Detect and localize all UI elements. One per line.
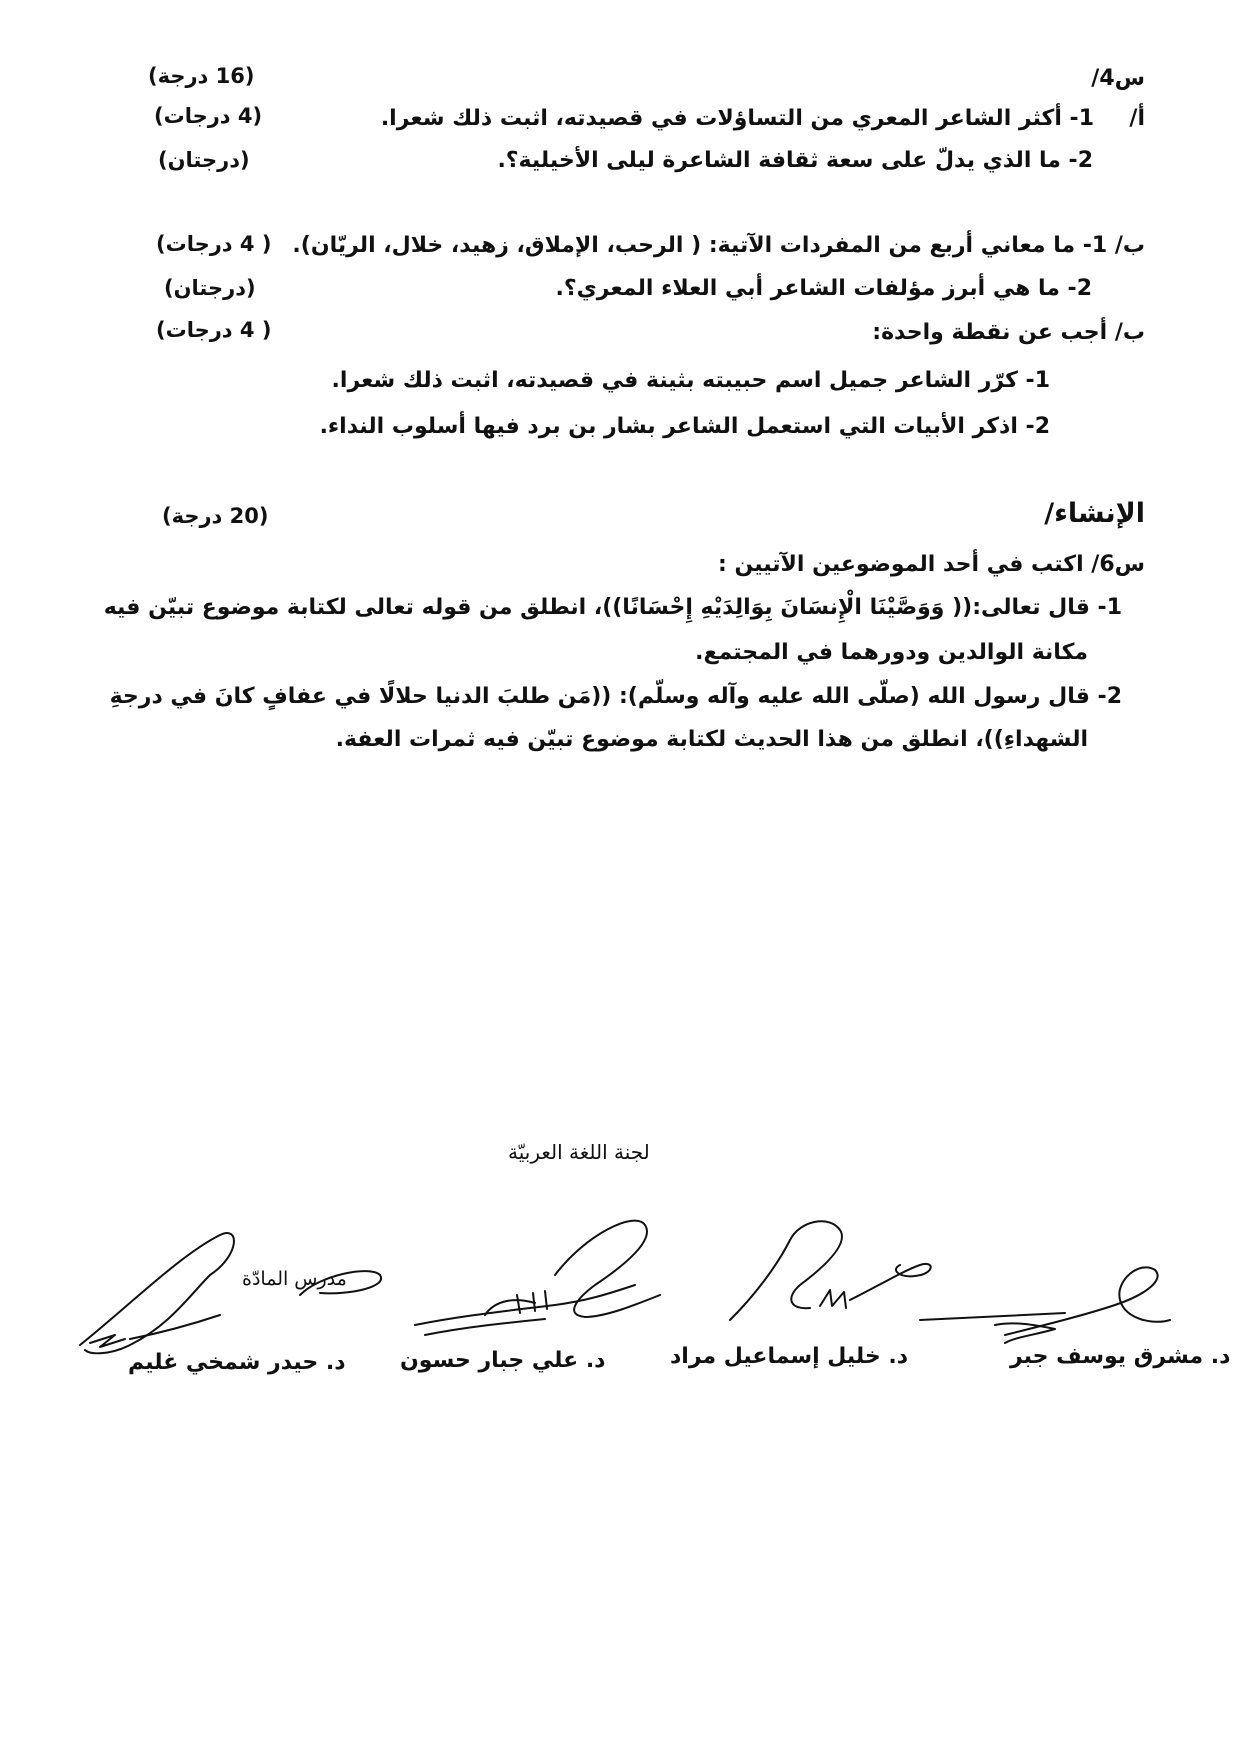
q4-c-item1: 1- كرّر الشاعر جميل اسم حبيبته بثينة في قصيدته، اثبت ذلك شعرا. — [331, 368, 1050, 393]
essay-topic1-line2: مكانة الوالدين ودورهما في المجتمع. — [695, 640, 1088, 665]
essay-marks: (20 درجة) — [162, 504, 269, 528]
q4-c-item2: 2- اذكر الأبيات التي استعمل الشاعر بشار بن برد فيها أسلوب النداء. — [319, 414, 1050, 439]
q4-a-label: أ/ — [1129, 106, 1145, 131]
essay-topic2-line2: الشهداءِ))، انطلق من هذا الحديث لكتابة موضوع تبيّن فيه ثمرات العفة. — [335, 727, 1088, 752]
q4-marks: (16 درجة) — [148, 64, 255, 88]
essay-topic1-line1: 1- قال تعالى:(( وَوَصَّيْنَا الْإِنسَانَ بِوَالِدَيْهِ إِحْسَانًا))، انطلق من قوله تعالى لكتابة موضوع تبيّن فيه — [103, 595, 1122, 620]
q4-a-item1: 1- أكثر الشاعر المعري من التساؤلات في قصيدته، اثبت ذلك شعرا. — [380, 106, 1094, 131]
q4-c-label: ب/ أجب عن نقطة واحدة: — [872, 320, 1145, 345]
q4-a-item2-marks: (درجتان) — [158, 148, 250, 172]
member-khalil: د. خليل إسماعيل مراد — [670, 1344, 909, 1369]
signature-ali — [405, 1205, 665, 1355]
q4-b-item2: 2- ما هي أبرز مؤلفات الشاعر أبي العلاء المعري؟. — [555, 276, 1092, 301]
q4-a-item1-marks: (4 درجات) — [154, 104, 263, 128]
teacher-label: مدرس المادّة — [242, 1268, 347, 1290]
committee-title: لجنة اللغة العربيّة — [508, 1140, 650, 1164]
q4-a-item2: 2- ما الذي يدلّ على سعة ثقافة الشاعرة ليلى الأخيلية؟. — [497, 148, 1093, 173]
member-ali: د. علي جبار حسون — [400, 1348, 606, 1373]
essay-heading: الإنشاء/ — [1044, 498, 1145, 529]
q4-c-marks: ( 4 درجات) — [156, 318, 272, 342]
q4-label: س4/ — [1091, 66, 1145, 91]
q4-b-item2-marks: (درجتان) — [164, 276, 256, 300]
member-haider: د. حيدر شمخي غليم — [128, 1350, 346, 1375]
essay-topic2-line1: 2- قال رسول الله (صلّى الله عليه وآله وسلّم): ((مَن طلبَ الدنيا حلالًا في عفافٍ كانَ في درجةِ — [109, 684, 1122, 709]
q4-b-item1-marks: ( 4 درجات) — [156, 232, 272, 256]
q4-b-item1: ب/ 1- ما معاني أربع من المفردات الآتية: ( الرحب، الإملاق، زهيد، خلال، الريّان). — [292, 233, 1145, 258]
essay-q6-label: س6/ اكتب في أحد الموضوعين الآتيين : — [718, 552, 1145, 577]
member-mushriq: د. مشرق يوسف جبر — [1010, 1344, 1231, 1369]
